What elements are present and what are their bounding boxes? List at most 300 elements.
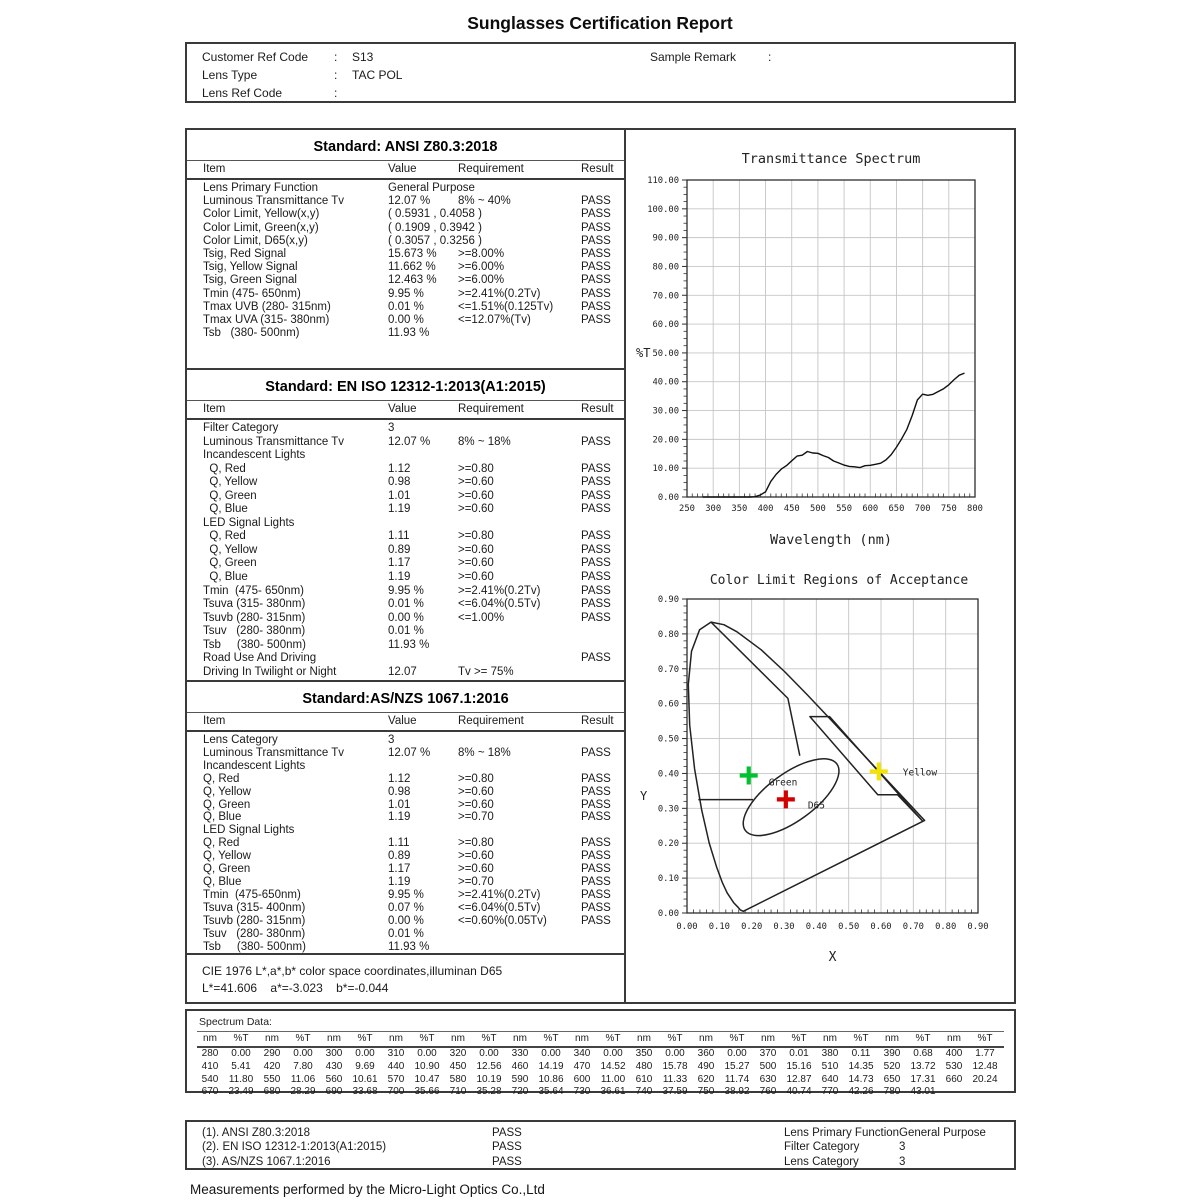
- percent-t-col-header: %T: [357, 1033, 373, 1044]
- x-tick-label: 0.70: [902, 922, 924, 932]
- result-cell: [581, 760, 616, 773]
- requirement-cell: [458, 652, 581, 666]
- result-cell: [581, 824, 616, 837]
- transmittance-cell: 28.29: [290, 1086, 316, 1098]
- wavelength-cell: 480: [635, 1060, 653, 1072]
- x-axis-title: Wavelength (nm): [770, 532, 892, 548]
- item-cell: Tmax UVA (315- 380nm): [203, 314, 330, 327]
- lens-type-label: Lens Type: [202, 68, 258, 82]
- transmittance-cell: 35.66: [414, 1086, 440, 1098]
- requirement-cell: [458, 639, 581, 653]
- x-tick-label: 0.30: [773, 922, 795, 932]
- result-cell: [581, 941, 616, 954]
- y-tick-label: 100.00: [647, 204, 679, 215]
- value-cell: 12.07 %: [388, 195, 431, 208]
- table-row: [187, 463, 624, 477]
- table-row: [187, 222, 624, 235]
- separator: :: [334, 86, 338, 100]
- item-cell: Luminous Transmittance Tv: [203, 746, 345, 759]
- item-cell: Tsuva (315- 380nm): [203, 598, 306, 611]
- value-cell: [388, 824, 458, 837]
- summary-info-value: 3: [899, 1141, 906, 1154]
- wavelength-cell: 380: [821, 1048, 839, 1059]
- standards-pane: [187, 130, 626, 1002]
- result-cell: [581, 639, 616, 653]
- requirement-cell: >=2.41%(0.2Tv): [458, 584, 541, 597]
- column-header-value: Value: [388, 715, 417, 727]
- item-cell: Q, Blue: [203, 811, 242, 824]
- item-cell: Q, Green: [203, 489, 257, 502]
- percent-t-col-header: %T: [977, 1033, 993, 1044]
- result-cell: PASS: [581, 875, 611, 888]
- table-header: [187, 400, 624, 420]
- y-tick-label: 40.00: [652, 377, 679, 388]
- value-cell: 9.95 %: [388, 287, 424, 300]
- column-header-value: Value: [388, 403, 417, 415]
- requirement-cell: >=0.60: [458, 557, 494, 570]
- item-cell: Tsig, Yellow Signal: [203, 261, 298, 274]
- y-tick-label: 0.10: [657, 874, 679, 885]
- transmittance-cell: 0.00: [355, 1048, 375, 1059]
- wavelength-cell: 310: [387, 1048, 405, 1059]
- summary-standard-name: (2). EN ISO 12312-1:2013(A1:2015): [202, 1141, 387, 1154]
- item-cell: Lens Primary Function: [203, 182, 319, 194]
- summary-row: [187, 1126, 1014, 1140]
- wavelength-cell: 610: [635, 1073, 653, 1085]
- transmittance-cell: 10.61: [352, 1073, 378, 1085]
- table-row: [187, 288, 624, 301]
- requirement-cell: >=0.60: [458, 503, 494, 516]
- spectrum-row: [197, 1074, 1004, 1087]
- item-cell: Q, Green: [203, 798, 251, 811]
- result-cell: [581, 422, 616, 436]
- value-cell: 0.01 %: [388, 598, 424, 611]
- d65-ellipse: [731, 745, 850, 850]
- x-tick-label: 300: [705, 504, 722, 514]
- wavelength-cell: 320: [449, 1048, 467, 1059]
- requirement-cell: [458, 208, 581, 221]
- column-header-result: Result: [581, 163, 614, 175]
- result-cell: PASS: [581, 221, 611, 234]
- requirement-cell: [458, 824, 581, 837]
- transmittance-cell: 17.31: [910, 1073, 936, 1085]
- table-row: [187, 327, 624, 340]
- transmittance-cell: 33.68: [352, 1086, 378, 1098]
- requirement-cell: [458, 422, 581, 436]
- transmittance-cell: 15.78: [662, 1060, 688, 1072]
- percent-t-col-header: %T: [729, 1033, 745, 1044]
- transmittance-cell: 40.74: [786, 1086, 812, 1098]
- cie-coordinates-line: CIE 1976 L*,a*,b* color space coordinates,illuminan D65: [202, 964, 503, 978]
- item-cell: Tsb (380- 500nm): [203, 638, 306, 651]
- nm-col-header: nm: [203, 1033, 217, 1044]
- wavelength-cell: 620: [697, 1073, 715, 1085]
- value-cell: [388, 760, 458, 773]
- table-rows: [187, 732, 624, 953]
- result-cell: PASS: [581, 914, 611, 927]
- item-cell: Luminous Transmittance Tv: [203, 195, 345, 208]
- value-cell: 0.01 %: [388, 927, 424, 940]
- standard-title: Standard:AS/NZS 1067.1:2016: [302, 691, 509, 707]
- table-row: [187, 557, 624, 571]
- wavelength-cell: 350: [635, 1048, 653, 1059]
- column-header-item: Item: [203, 403, 226, 415]
- value-cell: 0.89: [388, 543, 411, 556]
- wavelength-cell: 460: [511, 1060, 529, 1072]
- transmittance-cell: 0.00: [541, 1048, 561, 1059]
- transmittance-cell: 0.00: [479, 1048, 499, 1059]
- transmittance-cell: 5.41: [231, 1060, 251, 1072]
- standard-asnzs-table: [187, 682, 624, 955]
- value-cell: 1.19: [388, 571, 411, 584]
- requirement-cell: [458, 625, 581, 639]
- table-row: [187, 760, 624, 773]
- y-tick-label: 70.00: [652, 291, 679, 302]
- header-row: [187, 84, 1014, 102]
- table-header: [187, 160, 624, 180]
- spectrum-data-label: Spectrum Data:: [199, 1016, 272, 1028]
- summary-standard-result: PASS: [492, 1155, 522, 1168]
- spectrum-row: [197, 1048, 1004, 1061]
- wavelength-cell: 400: [945, 1048, 963, 1059]
- transmittance-cell: 11.80: [228, 1073, 254, 1085]
- value-cell: 1.01: [388, 798, 411, 811]
- cie-section: [187, 955, 624, 997]
- table-row: [187, 449, 624, 463]
- result-cell: PASS: [581, 863, 611, 876]
- result-cell: [581, 625, 616, 639]
- requirement-cell: >=2.41%(0.2Tv): [458, 888, 541, 901]
- table-row: [187, 824, 624, 837]
- table-row: [187, 652, 624, 666]
- transmittance-cell: 1.77: [975, 1048, 995, 1059]
- x-tick-label: 0.20: [741, 922, 763, 932]
- spectrum-data-box: [185, 1009, 1016, 1098]
- requirement-cell: >=0.80: [458, 772, 494, 785]
- item-cell: Color Limit, D65(x,y): [203, 234, 308, 247]
- lens-ref-code-label: Lens Ref Code: [202, 86, 283, 100]
- wavelength-cell: 430: [325, 1060, 343, 1072]
- x-tick-label: 500: [809, 504, 826, 514]
- value-cell: 1.12: [388, 772, 411, 785]
- x-tick-label: 800: [967, 504, 983, 514]
- table-row: [187, 612, 624, 626]
- requirement-cell: [458, 760, 581, 773]
- value-cell: 1.01: [388, 489, 411, 502]
- footer-note: Measurements performed by the Micro-Light Optics Co.,Ltd: [190, 1182, 545, 1197]
- requirement-cell: >=0.60: [458, 476, 494, 489]
- summary-standard-name: (3). AS/NZS 1067.1:2016: [202, 1155, 331, 1168]
- result-cell: PASS: [581, 543, 611, 556]
- wavelength-cell: 450: [449, 1060, 467, 1072]
- y-tick-label: 0.60: [657, 699, 679, 710]
- requirement-cell: >=0.80: [458, 462, 494, 475]
- header-row: [187, 48, 1014, 66]
- y-tick-label: 110.00: [647, 176, 679, 186]
- value-cell: [388, 517, 458, 531]
- table-row: [187, 476, 624, 490]
- requirement-cell: [458, 327, 581, 340]
- value-cell: General Purpose: [388, 182, 475, 194]
- transmittance-cell: 11.06: [290, 1073, 316, 1085]
- summary-info-value: 3: [899, 1155, 906, 1168]
- value-cell: 1.19: [388, 503, 411, 516]
- y-tick-label: 90.00: [652, 233, 679, 244]
- transmittance-cell: 37.59: [662, 1086, 688, 1098]
- item-cell: Color Limit, Yellow(x,y): [203, 208, 320, 221]
- table-row: [187, 625, 624, 639]
- requirement-cell: <=0.60%(0.05Tv): [458, 914, 547, 927]
- wavelength-cell: 630: [759, 1073, 777, 1085]
- nm-col-header: nm: [637, 1033, 651, 1044]
- item-cell: Tsuvb (280- 315nm): [203, 611, 306, 624]
- item-cell: Q, Yellow: [203, 785, 251, 798]
- requirement-cell: >=0.60: [458, 543, 494, 556]
- table-row: [187, 301, 624, 314]
- value-cell: 1.19: [388, 811, 411, 824]
- percent-t-col-header: %T: [481, 1033, 497, 1044]
- result-cell: PASS: [581, 888, 611, 901]
- wavelength-cell: 510: [821, 1060, 839, 1072]
- transmittance-cell: 0.00: [603, 1048, 623, 1059]
- table-row: [187, 799, 624, 812]
- summary-info-label: Lens Category: [784, 1155, 859, 1168]
- item-cell: Luminous Transmittance Tv: [203, 435, 345, 448]
- table-row: [187, 850, 624, 863]
- requirement-cell: <=6.04%(0.5Tv): [458, 598, 541, 611]
- value-cell: 15.673 %: [388, 248, 437, 261]
- transmittance-cell: 0.11: [851, 1048, 871, 1059]
- marker-label-green: Green: [768, 777, 798, 789]
- x-tick-label: 550: [836, 504, 853, 514]
- wavelength-cell: 410: [201, 1060, 219, 1072]
- requirement-cell: [458, 928, 581, 941]
- result-cell: PASS: [581, 234, 611, 247]
- marker-label-d65: D65: [807, 800, 826, 812]
- value-cell: 0.01 %: [388, 625, 424, 638]
- y-axis-title: %T: [636, 345, 651, 360]
- table-rows: [187, 180, 624, 340]
- item-cell: Tsig, Green Signal: [203, 274, 297, 287]
- transmittance-cell: 13.72: [910, 1060, 936, 1072]
- requirement-cell: >=0.70: [458, 875, 494, 888]
- requirement-cell: 8% ~ 18%: [458, 435, 511, 448]
- result-cell: [581, 928, 616, 941]
- x-tick-label: 450: [783, 504, 800, 514]
- requirement-cell: [458, 734, 581, 747]
- wavelength-cell: 590: [511, 1073, 529, 1085]
- y-tick-label: 0.70: [657, 664, 679, 675]
- wavelength-cell: 770: [821, 1086, 839, 1098]
- nm-col-header: nm: [327, 1033, 341, 1044]
- item-cell: Q, Red: [203, 462, 246, 475]
- value-cell: 0.89: [388, 850, 411, 863]
- transmittance-cell: 42.26: [848, 1086, 874, 1098]
- table-row: [187, 503, 624, 517]
- result-cell: [581, 182, 616, 195]
- x-tick-label: 650: [888, 504, 905, 514]
- separator: :: [768, 50, 772, 64]
- requirement-cell: >=0.80: [458, 530, 494, 543]
- result-cell: PASS: [581, 274, 611, 287]
- wavelength-cell: 360: [697, 1048, 715, 1059]
- wavelength-cell: 290: [263, 1048, 281, 1059]
- nm-col-header: nm: [699, 1033, 713, 1044]
- value-cell: [388, 652, 458, 666]
- table-row: [187, 837, 624, 850]
- transmittance-spectrum-chart: [626, 130, 1016, 562]
- summary-box: [185, 1120, 1016, 1170]
- percent-t-col-header: %T: [667, 1033, 683, 1044]
- table-header: [187, 712, 624, 732]
- transmittance-cell: 11.00: [600, 1073, 626, 1085]
- item-cell: Q, Blue: [203, 571, 248, 584]
- table-row: [187, 889, 624, 902]
- customer-ref-code-value: S13: [352, 50, 374, 64]
- table-row: [187, 314, 624, 327]
- item-cell: Q, Yellow: [203, 850, 251, 863]
- transmittance-cell: 0.68: [913, 1048, 933, 1059]
- column-header-requirement: Requirement: [458, 163, 524, 175]
- value-cell: 3: [388, 422, 395, 434]
- table-row: [187, 863, 624, 876]
- wavelength-cell: 420: [263, 1060, 281, 1072]
- table-row: [187, 235, 624, 248]
- wavelength-cell: 700: [387, 1086, 405, 1098]
- result-cell: PASS: [581, 850, 611, 863]
- wavelength-cell: 690: [325, 1086, 343, 1098]
- wavelength-cell: 600: [573, 1073, 591, 1085]
- column-header-item: Item: [203, 715, 226, 727]
- nm-col-header: nm: [823, 1033, 837, 1044]
- value-cell: 0.98: [388, 476, 411, 489]
- item-cell: Driving In Twilight or Night: [203, 665, 337, 678]
- sample-remark-label: Sample Remark: [650, 50, 737, 64]
- transmittance-cell: 23.49: [228, 1086, 254, 1098]
- result-cell: [581, 327, 616, 340]
- separator: :: [334, 50, 338, 64]
- value-cell: 9.95 %: [388, 584, 424, 597]
- value-cell: 12.07 %: [388, 746, 431, 759]
- summary-row: [187, 1155, 1014, 1169]
- customer-ref-code-label: Customer Ref Code: [202, 50, 309, 64]
- y-tick-label: 0.40: [657, 769, 679, 780]
- transmittance-cell: 11.74: [724, 1073, 750, 1085]
- transmittance-cell: 10.86: [538, 1073, 564, 1085]
- table-row: [187, 182, 624, 195]
- transmittance-cell: 0.00: [231, 1048, 251, 1059]
- transmittance-cell: 12.87: [786, 1073, 812, 1085]
- nm-col-header: nm: [265, 1033, 279, 1044]
- wavelength-cell: 300: [325, 1048, 343, 1059]
- table-row: [187, 436, 624, 450]
- percent-t-col-header: %T: [605, 1033, 621, 1044]
- result-cell: PASS: [581, 901, 611, 914]
- transmittance-cell: 14.35: [848, 1060, 874, 1072]
- report-info-box: [185, 42, 1016, 103]
- wavelength-cell: 760: [759, 1086, 777, 1098]
- wavelength-cell: 540: [201, 1073, 219, 1085]
- result-cell: PASS: [581, 489, 611, 502]
- item-cell: LED Signal Lights: [203, 824, 295, 837]
- wavelength-cell: 520: [883, 1060, 901, 1072]
- wavelength-cell: 390: [883, 1048, 901, 1059]
- header-row: [187, 66, 1014, 84]
- requirement-cell: [458, 517, 581, 531]
- value-cell: 11.662 %: [388, 261, 436, 274]
- requirement-cell: Tv >= 75%: [458, 665, 514, 678]
- result-cell: PASS: [581, 598, 611, 611]
- color-limit-chart: [626, 562, 1016, 1006]
- result-cell: PASS: [581, 261, 611, 274]
- wavelength-cell: 490: [697, 1060, 715, 1072]
- value-cell: 12.463 %: [388, 274, 437, 287]
- y-tick-label: 10.00: [652, 464, 679, 475]
- column-header-requirement: Requirement: [458, 403, 524, 415]
- x-tick-label: 0.10: [708, 922, 730, 932]
- requirement-cell: [458, 235, 581, 248]
- item-cell: Tsig, Red Signal: [203, 248, 287, 261]
- table-row: [187, 517, 624, 531]
- table-row: [187, 598, 624, 612]
- y-tick-label: 0.00: [657, 493, 679, 503]
- transmittance-cell: 14.52: [600, 1060, 626, 1072]
- item-cell: Tsuv (280- 380nm): [203, 625, 306, 638]
- table-row: [187, 639, 624, 653]
- transmittance-cell: 12.48: [972, 1060, 998, 1072]
- percent-t-col-header: %T: [419, 1033, 435, 1044]
- result-cell: PASS: [581, 530, 611, 543]
- result-cell: PASS: [581, 462, 611, 475]
- x-tick-label: 350: [731, 504, 748, 514]
- requirement-cell: >=0.60: [458, 785, 494, 798]
- requirement-cell: >=8.00%: [458, 248, 505, 261]
- column-header-item: Item: [203, 163, 226, 175]
- nm-col-header: nm: [885, 1033, 899, 1044]
- axis-border: [687, 180, 975, 497]
- result-cell: PASS: [581, 798, 611, 811]
- column-header-value: Value: [388, 163, 417, 175]
- x-tick-label: 0.60: [870, 922, 892, 932]
- item-cell: Tmin (475-650nm): [203, 888, 301, 901]
- transmittance-cell: 7.80: [293, 1060, 313, 1072]
- item-cell: Q, Yellow: [203, 543, 258, 556]
- result-cell: PASS: [581, 314, 611, 327]
- requirement-cell: >=0.60: [458, 489, 494, 502]
- x-tick-label: 750: [940, 504, 957, 514]
- result-cell: PASS: [581, 195, 611, 208]
- item-cell: Incandescent Lights: [203, 759, 306, 772]
- transmittance-cell: 36.61: [600, 1086, 626, 1098]
- item-cell: Q, Green: [203, 863, 251, 876]
- table-row: [187, 530, 624, 544]
- table-row: [187, 571, 624, 585]
- marker-label-yellow: Yellow: [902, 767, 938, 779]
- value-cell: ( 0.5931 , 0.4058 ): [388, 208, 482, 221]
- requirement-cell: >=0.80: [458, 837, 494, 850]
- y-tick-label: 20.00: [652, 435, 679, 446]
- summary-standard-result: PASS: [492, 1141, 522, 1154]
- table-row: [187, 422, 624, 436]
- value-cell: 1.11: [388, 530, 410, 543]
- item-cell: Q, Blue: [203, 503, 248, 516]
- summary-info-label: Lens Primary Function: [784, 1127, 900, 1139]
- value-cell: 11.93 %: [388, 638, 430, 651]
- y-tick-label: 30.00: [652, 406, 679, 417]
- item-cell: Tsb (380- 500nm): [203, 940, 306, 953]
- wavelength-cell: 280: [201, 1048, 219, 1059]
- x-tick-label: 600: [862, 504, 879, 514]
